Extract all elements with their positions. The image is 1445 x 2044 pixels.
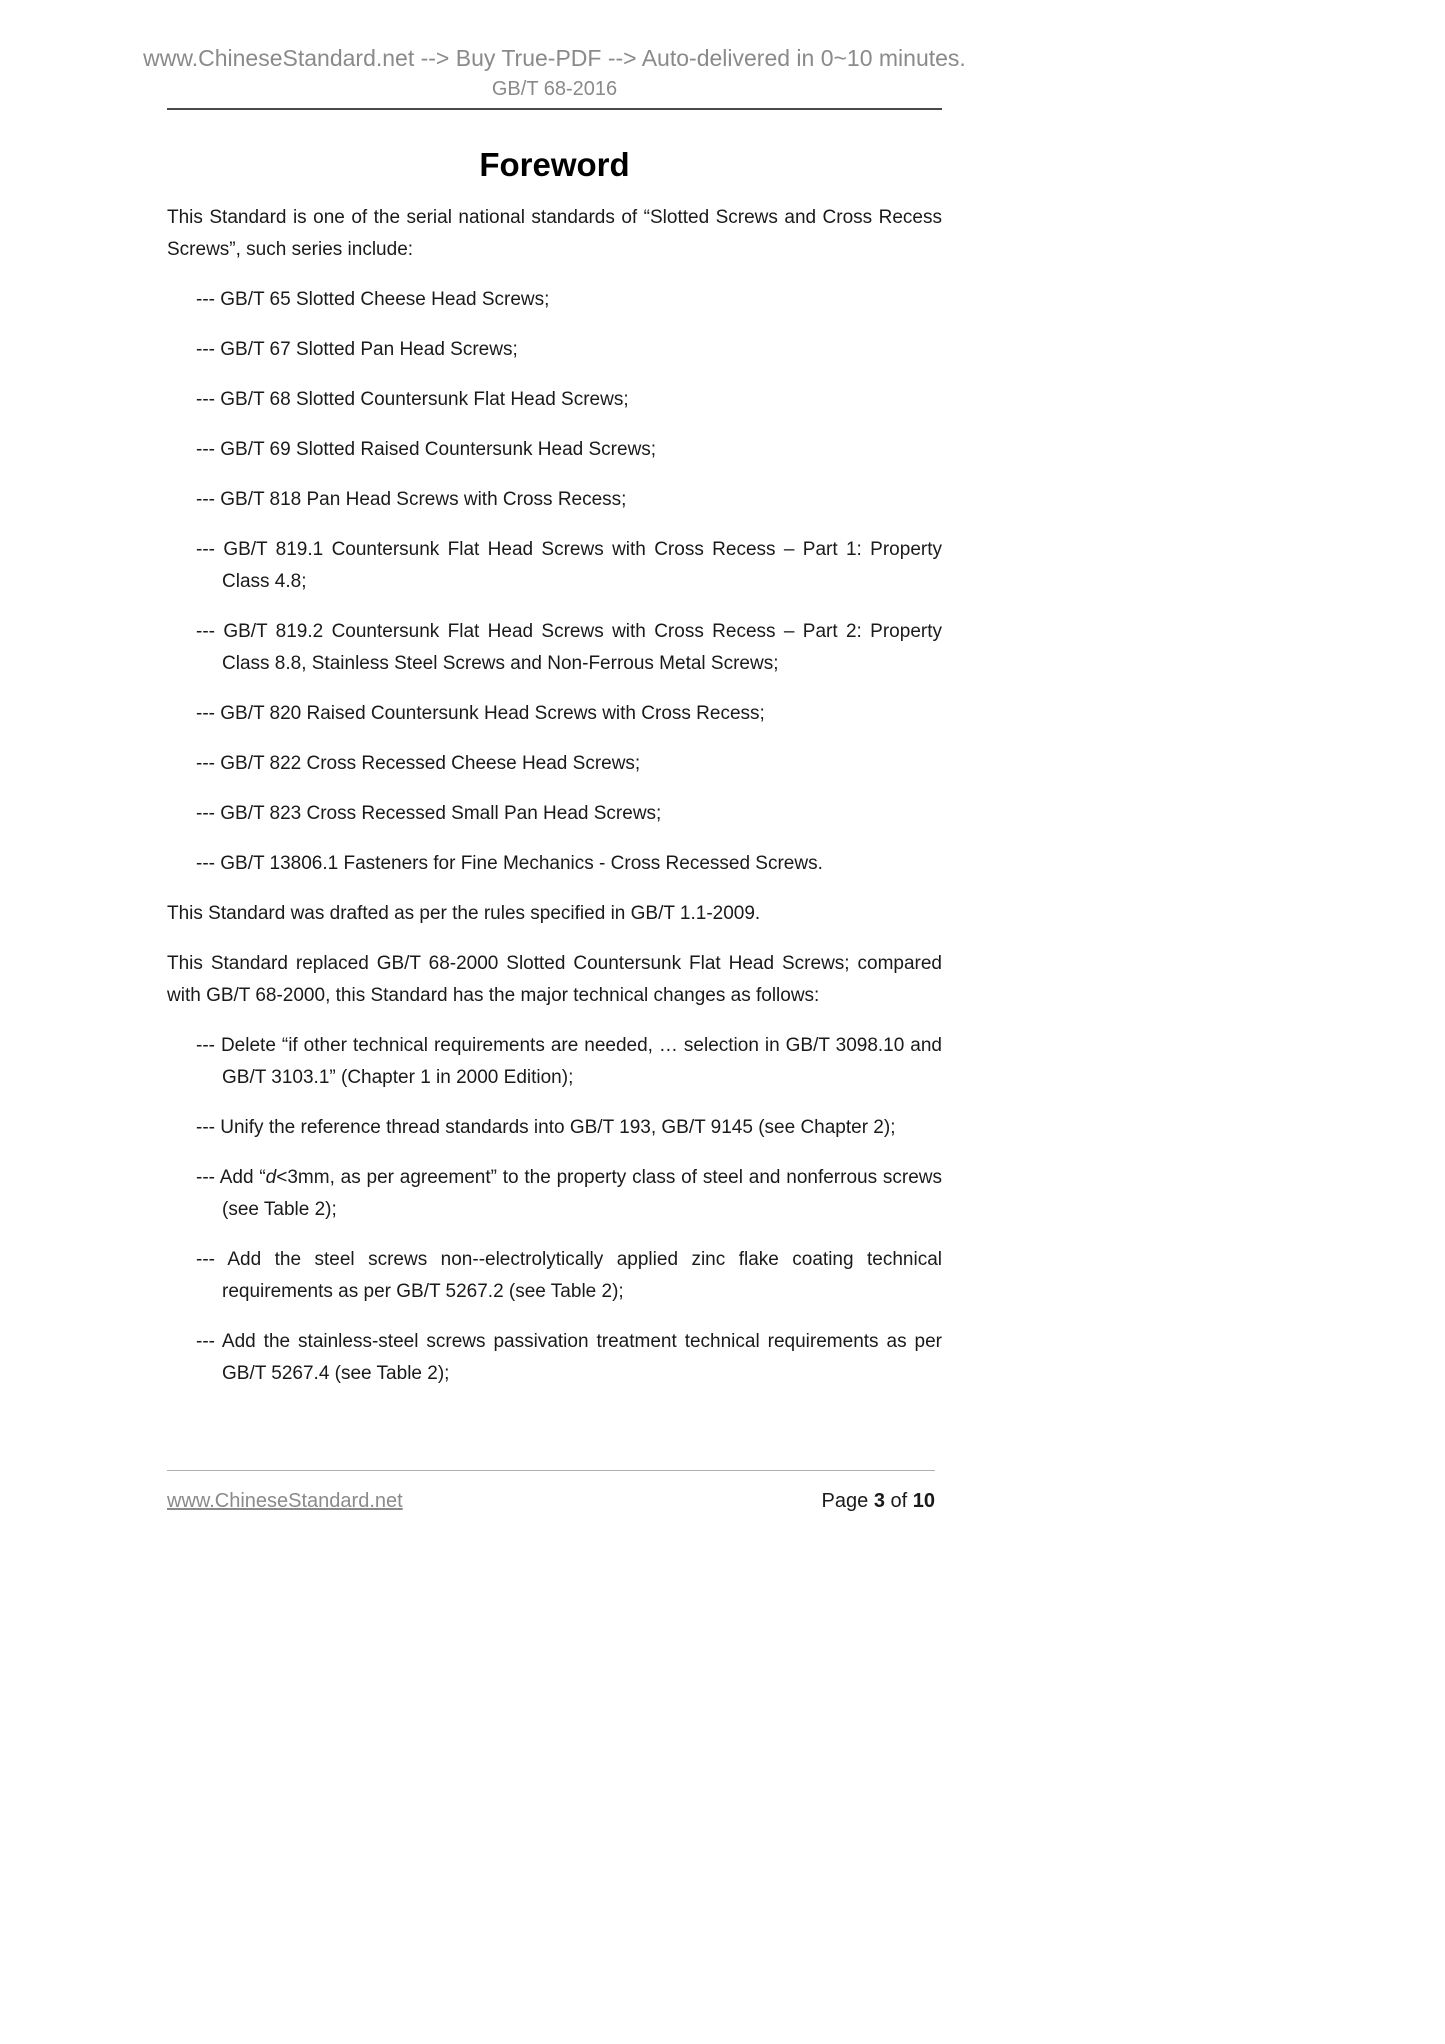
of-word: of — [890, 1490, 908, 1512]
change-item-variable: d — [265, 1167, 277, 1188]
foreword-title: Foreword — [479, 146, 630, 183]
change-list-item — [167, 1162, 942, 1226]
page-word: Page — [821, 1490, 869, 1512]
series-list-item: --- GB/T 69 Slotted Raised Countersunk Head Screws; — [196, 439, 657, 460]
footer-row — [167, 1489, 935, 1513]
replaced-paragraph: This Standard replaced GB/T 68-2000 Slotted Countersunk Flat Head Screws; compared with GB/T 68-2000, this Standard has the major technical changes as follows: — [167, 953, 942, 1006]
series-list-item: --- GB/T 819.2 Countersunk Flat Head Screws with Cross Recess – Part 2: Property Class 8.8, Stainless Steel Screws and Non-Ferrous Metal Screws; — [196, 621, 942, 674]
series-list-item: --- GB/T 822 Cross Recessed Cheese Head Screws; — [196, 753, 641, 774]
series-list-item: --- GB/T 68 Slotted Countersunk Flat Head Screws; — [196, 389, 629, 410]
page-current: 3 — [873, 1490, 885, 1512]
change-item-prefix: --- Add “ — [196, 1167, 266, 1188]
change-list-item: --- Unify the reference thread standards into GB/T 193, GB/T 9145 (see Chapter 2); — [196, 1117, 896, 1138]
change-list-item: --- Add the stainless-steel screws passivation treatment technical requirements as per GB/T 5267.4 (see Table 2); — [196, 1331, 942, 1384]
page-number — [822, 1489, 935, 1513]
standard-number: GB/T 68-2016 — [491, 78, 618, 100]
drafted-paragraph: This Standard was drafted as per the rules specified in GB/T 1.1-2009. — [167, 903, 761, 924]
footer-site-link[interactable]: www.ChineseStandard.net — [167, 1490, 403, 1512]
change-list-item: --- Delete “if other technical requirements are needed, … selection in GB/T 3098.10 and GB/T 3103.1” (Chapter 1 in 2000 Edition); — [196, 1035, 942, 1088]
series-list-item: --- GB/T 820 Raised Countersunk Head Screws with Cross Recess; — [196, 703, 765, 724]
page-content — [143, 0, 966, 1390]
header-site-line: www.ChineseStandard.net --> Buy True-PDF --> Auto-delivered in 0~10 minutes. — [143, 45, 966, 71]
intro-paragraph: This Standard is one of the serial national standards of “Slotted Screws and Cross Recess Screws”, such series include: — [167, 207, 942, 260]
change-list-item: --- Add the steel screws non--electrolytically applied zinc flake coating technical requirements as per GB/T 5267.2 (see Table 2); — [196, 1249, 942, 1302]
series-list-item: --- GB/T 65 Slotted Cheese Head Screws; — [196, 289, 550, 310]
series-list-item: --- GB/T 13806.1 Fasteners for Fine Mechanics - Cross Recessed Screws. — [196, 853, 823, 874]
series-list-item: --- GB/T 67 Slotted Pan Head Screws; — [196, 339, 518, 360]
footer-divider — [167, 1470, 935, 1471]
page-footer — [167, 1470, 935, 1513]
header-divider — [167, 108, 942, 110]
series-list-item: --- GB/T 818 Pan Head Screws with Cross Recess; — [196, 489, 627, 510]
page-total: 10 — [912, 1490, 935, 1512]
change-item-suffix: <3mm, as per agreement” to the property class of steel and nonferrous screws (see Table 2); — [222, 1167, 942, 1220]
series-list-item: --- GB/T 823 Cross Recessed Small Pan Head Screws; — [196, 803, 662, 824]
series-list-item: --- GB/T 819.1 Countersunk Flat Head Screws with Cross Recess – Part 1: Property Class 4.8; — [196, 539, 942, 592]
